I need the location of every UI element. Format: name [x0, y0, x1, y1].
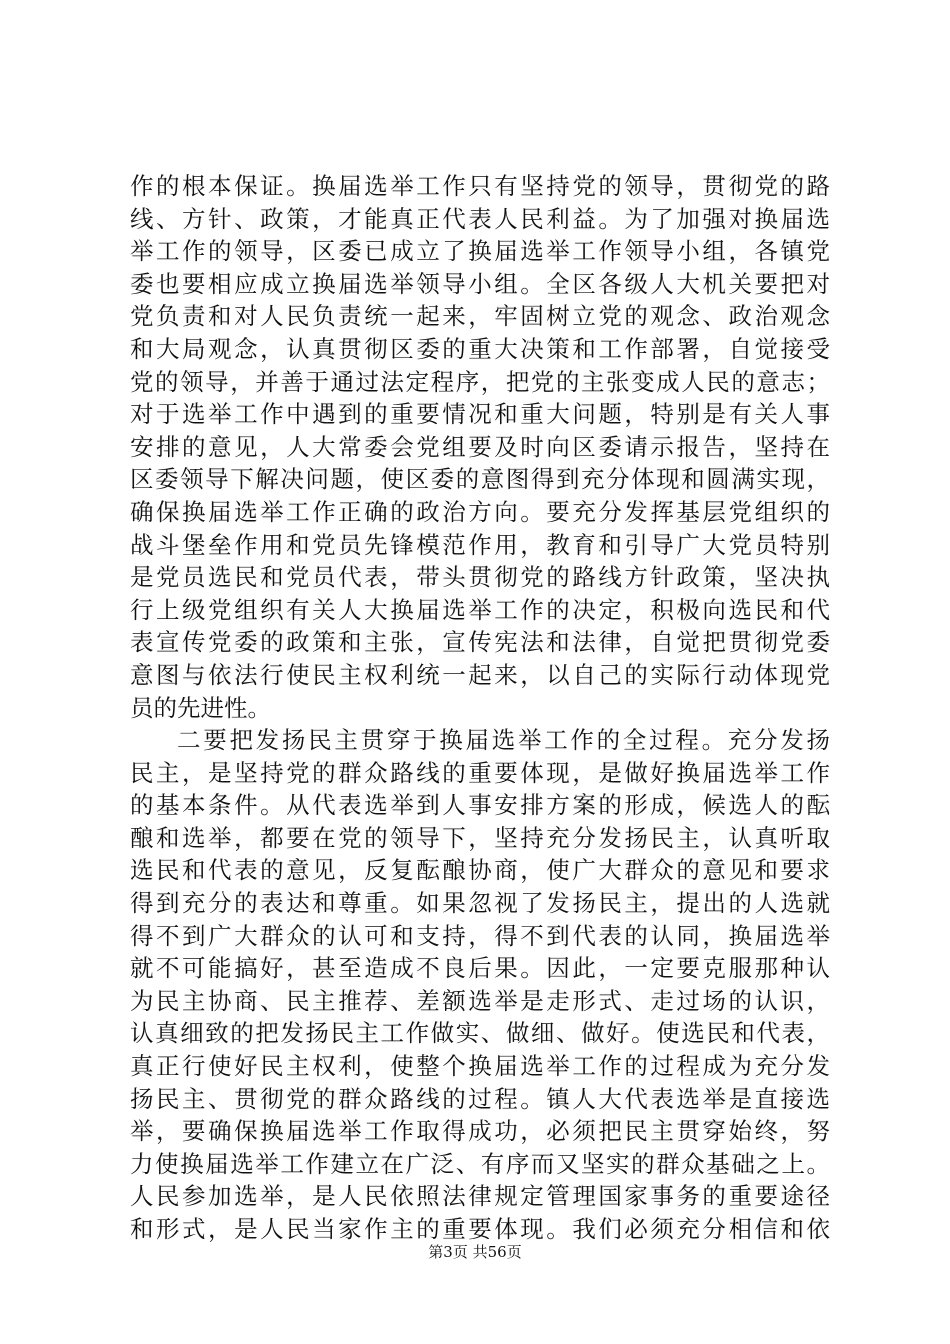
text-line: 认真细致的把发扬民主工作做实、做细、做好。使选民和代表，	[130, 1019, 830, 1048]
text-line: 是党员选民和党员代表，带头贯彻党的路线方针政策，坚决执	[130, 563, 830, 592]
text-line: 党的领导，并善于通过法定程序，把党的主张变成人民的意志；	[130, 367, 830, 396]
text-line: 安排的意见，人大常委会党组要及时向区委请示报告，坚持在	[130, 432, 830, 461]
text-line: 对于选举工作中遇到的重要情况和重大问题，特别是有关人事	[130, 400, 830, 429]
text-line: 党负责和对人民负责统一起来，牢固树立党的观念、政治观念	[130, 302, 830, 331]
text-line: 员的先进性。	[130, 693, 271, 722]
text-line: 人民参加选举，是人民依照法律规定管理国家事务的重要途径	[130, 1182, 830, 1211]
text-line: 战斗堡垒作用和党员先锋模范作用，教育和引导广大党员特别	[130, 530, 830, 559]
text-line: 的基本条件。从代表选举到人事安排方案的形成，候选人的酝	[130, 791, 830, 820]
text-line: 举，要确保换届选举工作取得成功，必须把民主贯穿始终，努	[130, 1117, 830, 1146]
text-line: 和形式，是人民当家作主的重要体现。我们必须充分相信和依	[130, 1215, 830, 1243]
text-line: 表宣传党委的政策和主张，宣传宪法和法律，自觉把贯彻党委	[130, 628, 830, 657]
text-line: 和大局观念，认真贯彻区委的重大决策和工作部署，自觉接受	[130, 334, 830, 363]
text-line: 酿和选举，都要在党的领导下，坚持充分发扬民主，认真听取	[130, 823, 830, 852]
text-line: 选民和代表的意见，反复酝酿协商，使广大群众的意见和要求	[130, 856, 830, 885]
text-line: 线、方针、政策，才能真正代表人民利益。为了加强对换届选	[130, 204, 830, 233]
text-line: 扬民主、贯彻党的群众路线的过程。镇人大代表选举是直接选	[130, 1084, 830, 1113]
page-number: 第3页 共56页	[428, 1243, 522, 1261]
text-line: 举工作的领导，区委已成立了换届选举工作领导小组，各镇党	[130, 237, 830, 266]
text-line: 力使换届选举工作建立在广泛、有序而又坚实的群众基础之上。	[130, 1149, 830, 1178]
text-line: 民主，是坚持党的群众路线的重要体现，是做好换届选举工作	[130, 758, 830, 787]
text-line: 作的根本保证。换届选举工作只有坚持党的领导，贯彻党的路	[130, 172, 830, 200]
text-line: 真正行使好民主权利，使整个换届选举工作的过程成为充分发	[130, 1052, 830, 1081]
text-line: 得到充分的表达和尊重。如果忽视了发扬民主，提出的人选就	[130, 889, 830, 918]
text-line: 行上级党组织有关人大换届选举工作的决定，积极向选民和代	[130, 595, 830, 624]
document-body	[130, 170, 830, 1246]
paragraph-start-line: 二要把发扬民主贯穿于换届选举工作的全过程。充分发扬	[177, 726, 830, 755]
text-line: 得不到广大群众的认可和支持，得不到代表的认同，换届选举	[130, 921, 830, 950]
text-line: 为民主协商、民主推荐、差额选举是走形式、走过场的认识，	[130, 986, 830, 1015]
text-line: 委也要相应成立换届选举领导小组。全区各级人大机关要把对	[130, 269, 830, 298]
text-line: 就不可能搞好，甚至造成不良后果。因此，一定要克服那种认	[130, 954, 830, 983]
text-line: 意图与依法行使民主权利统一起来，以自己的实际行动体现党	[130, 660, 830, 689]
text-line: 确保换届选举工作正确的政治方向。要充分发挥基层党组织的	[130, 497, 830, 526]
page-footer	[0, 1242, 950, 1262]
text-line: 区委领导下解决问题，使区委的意图得到充分体现和圆满实现，	[130, 465, 830, 494]
